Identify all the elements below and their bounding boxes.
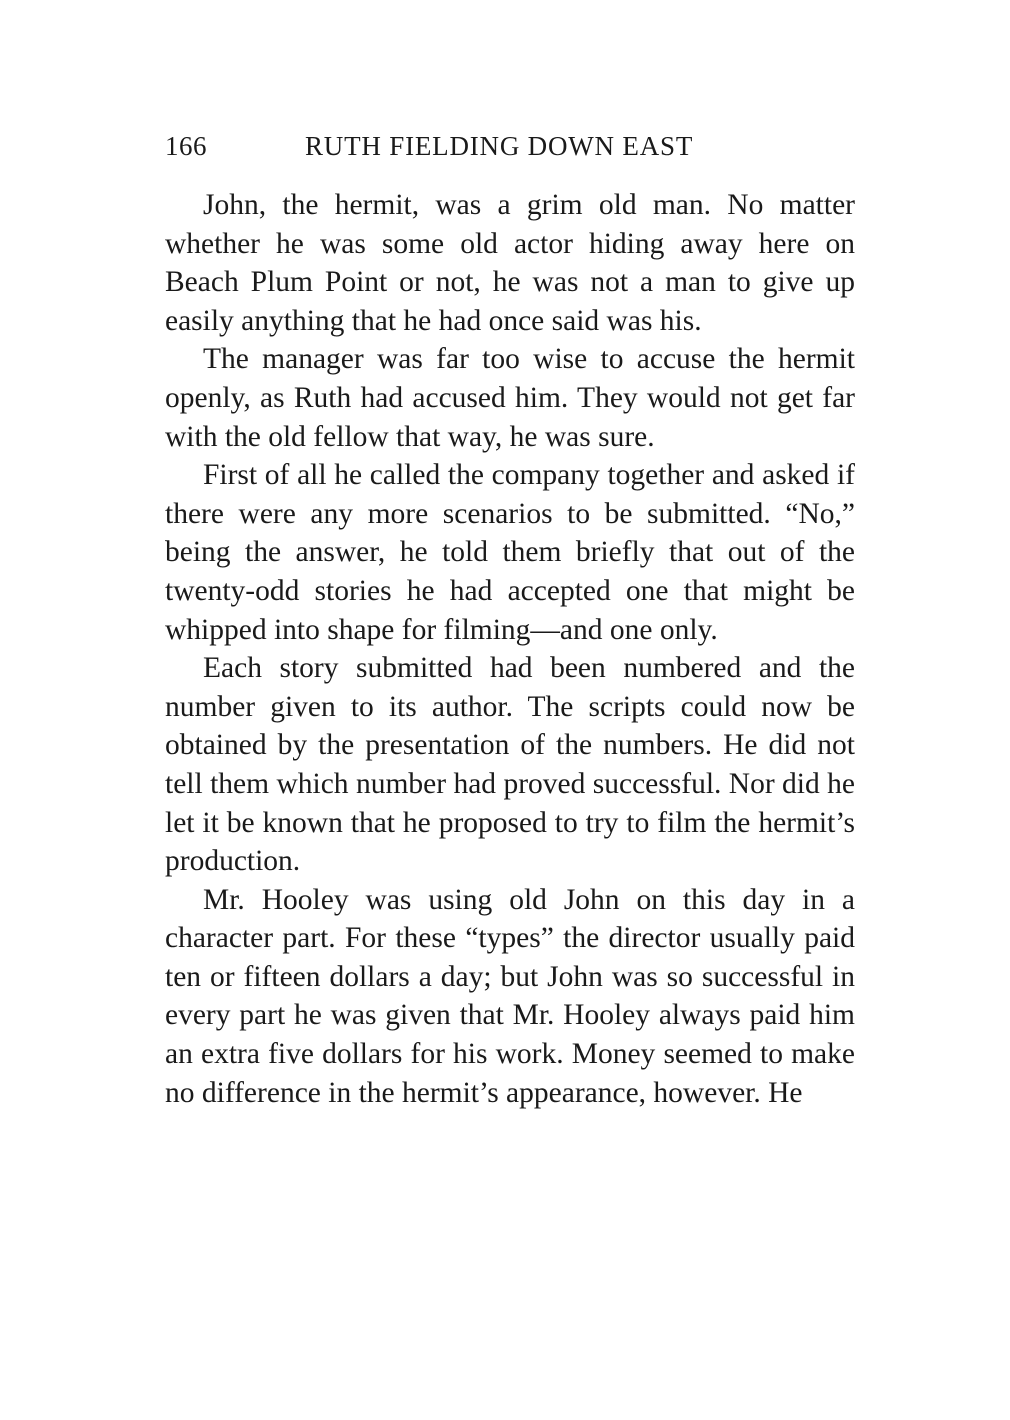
paragraph-1: John, the hermit, was a grim old man. No matter whether he was some old actor hiding away here on Beach Plum Point or not, he was not a man to give up easily anything that he had once said was his. — [165, 189, 855, 337]
paragraph-4: Each story submitted had been numbered and the number given to its author. The scripts could now be obtained by the presentation of the numbers. He did not tell them which number had proved successful. Nor did he let it be known that he proposed to try to film the hermit’s production. — [165, 652, 855, 878]
page-number: 166 — [165, 131, 207, 161]
paragraph-2: The manager was far too wise to accuse the hermit openly, as Ruth had accused him. They would not get far with the old fellow that way, he was sure. — [165, 343, 855, 453]
paragraph-3: First of all he called the company together and asked if there were any more scenarios to be submitted. “No,” being the answer, he told them briefly that out of the twenty-odd stories he had accepted one that might be whipped into shape for filming—and one only. — [165, 459, 855, 646]
paragraph-5: Mr. Hooley was using old John on this day in a character part. For these “types” the director usually paid ten or fifteen dollars a day; but John was so successful in every part he was given that Mr. Hooley always paid him an extra five dollars for his work. Money seemed to make no difference in the hermit’s appearance, however. He — [165, 883, 855, 1109]
book-title: RUTH FIELDING DOWN EAST — [305, 131, 694, 161]
running-head — [165, 126, 855, 166]
body-text — [165, 186, 855, 1112]
